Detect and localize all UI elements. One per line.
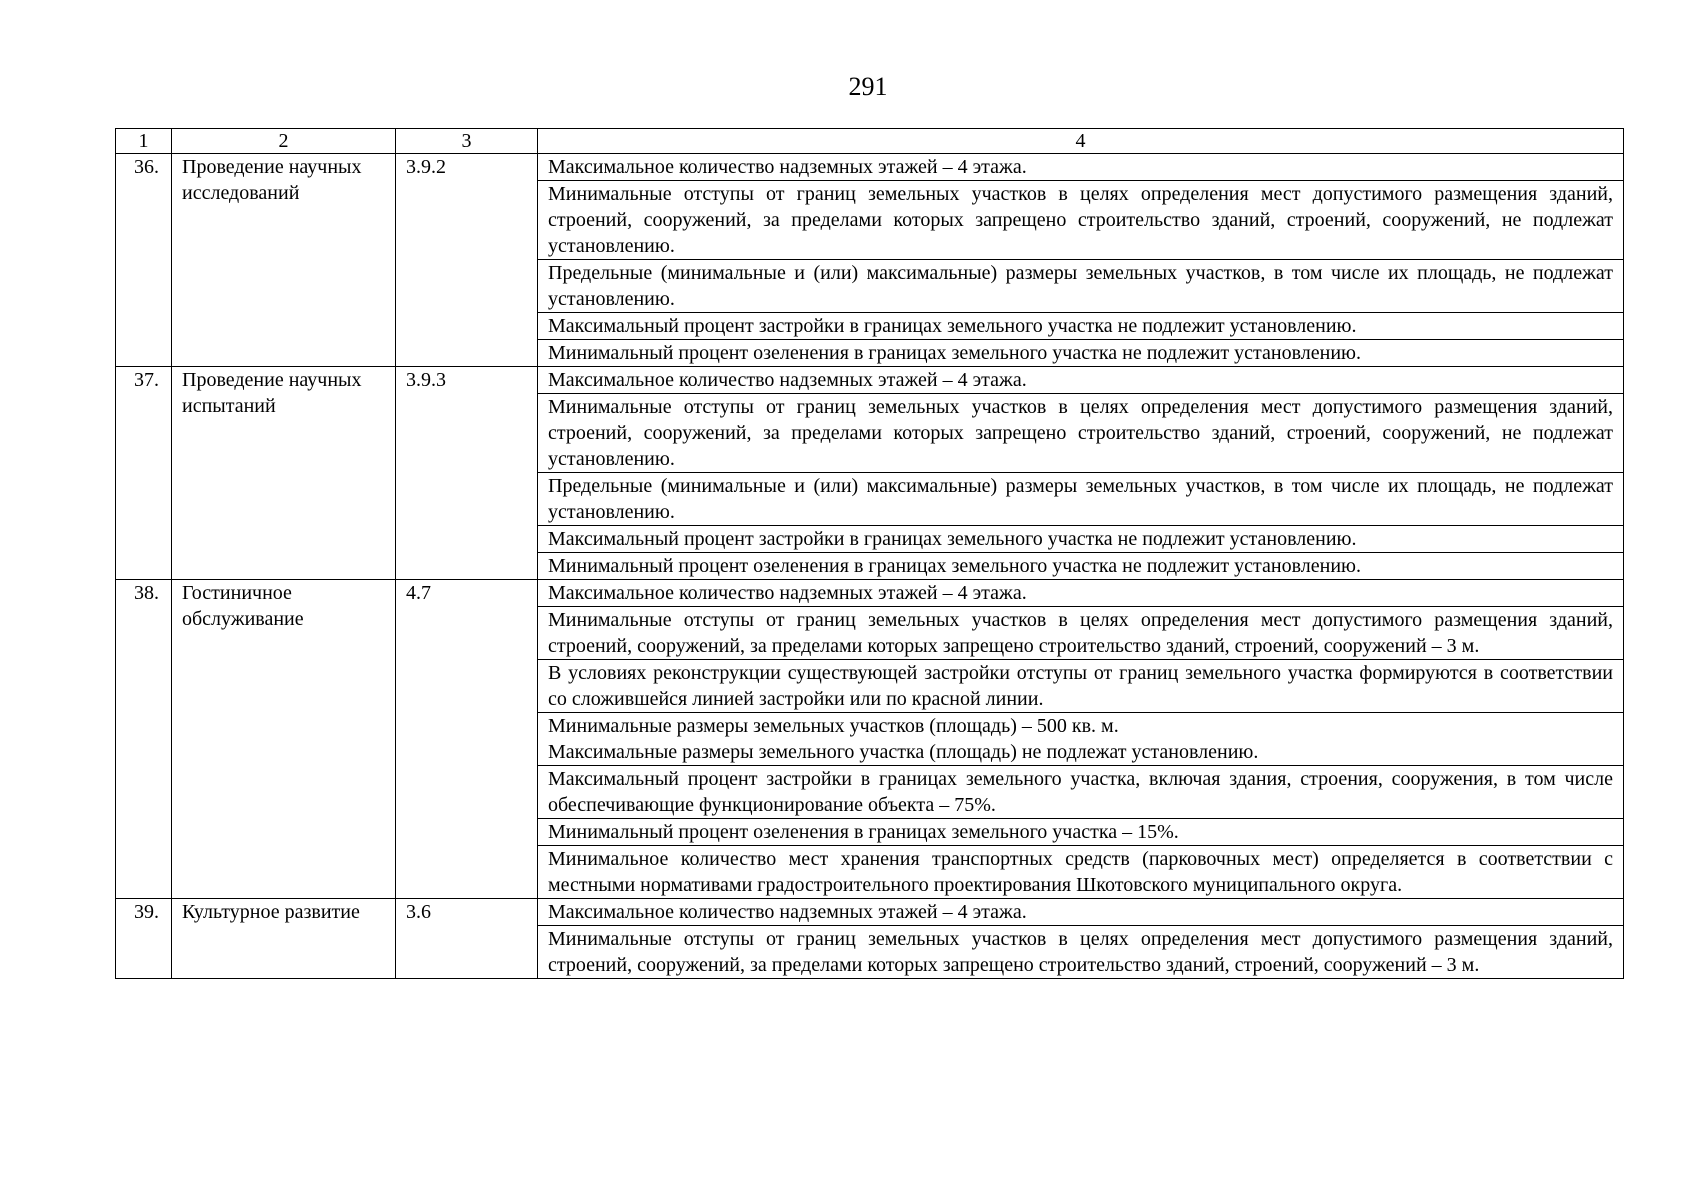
row-number: 39.	[116, 899, 172, 979]
condition-cell: Максимальный процент застройки в границах земельного участка не подлежит установлению.	[538, 313, 1624, 340]
land-use-name: Гостиничное обслуживание	[172, 580, 396, 899]
condition-cell: В условиях реконструкции существующей застройки отступы от границ земельного участка формируются в соответствии со сложившейся линией застройки или по красной линии.	[538, 660, 1624, 713]
header-cell-2: 2	[172, 129, 396, 154]
regulations-table	[115, 128, 1624, 979]
condition-cell: Максимальный процент застройки в границах земельного участка, включая здания, строения, сооружения, в том числе обеспечивающие функционирование объекта – 75%.	[538, 766, 1624, 819]
condition-cell: Максимальный процент застройки в границах земельного участка не подлежит установлению.	[538, 526, 1624, 553]
condition-cell: Минимальные отступы от границ земельных участков в целях определения мест допустимого размещения зданий, строений, сооружений, за пределами которых запрещено строительство зданий, строений, сооружений – 3 м.	[538, 926, 1624, 979]
row-number: 37.	[116, 367, 172, 580]
row-number: 38.	[116, 580, 172, 899]
land-use-code: 3.6	[396, 899, 538, 979]
condition-cell: Предельные (минимальные и (или) максимальные) размеры земельных участков, в том числе их площадь, не подлежат установлению.	[538, 473, 1624, 526]
header-cell-3: 3	[396, 129, 538, 154]
condition-cell: Минимальные отступы от границ земельных участков в целях определения мест допустимого размещения зданий, строений, сооружений, за пределами которых запрещено строительство зданий, строений, сооружений, не подлежат установлению.	[538, 394, 1624, 473]
condition-cell: Максимальное количество надземных этажей – 4 этажа.	[538, 580, 1624, 607]
table-row	[116, 367, 1624, 394]
header-cell-1: 1	[116, 129, 172, 154]
condition-cell: Минимальный процент озеленения в границах земельного участка – 15%.	[538, 819, 1624, 846]
table-body	[116, 129, 1624, 979]
header-row	[116, 129, 1624, 154]
land-use-name: Проведение научных испытаний	[172, 367, 396, 580]
condition-cell: Максимальное количество надземных этажей – 4 этажа.	[538, 899, 1624, 926]
land-use-name: Проведение научных исследований	[172, 154, 396, 367]
row-number: 36.	[116, 154, 172, 367]
condition-cell: Максимальное количество надземных этажей – 4 этажа.	[538, 367, 1624, 394]
condition-cell: Минимальные отступы от границ земельных участков в целях определения мест допустимого размещения зданий, строений, сооружений, за пределами которых запрещено строительство зданий, строений, сооружений, не подлежат установлению.	[538, 181, 1624, 260]
table-row	[116, 580, 1624, 607]
header-cell-4: 4	[538, 129, 1624, 154]
land-use-code: 3.9.2	[396, 154, 538, 367]
page-number: 291	[848, 72, 888, 101]
condition-cell: Минимальное количество мест хранения транспортных средств (парковочных мест) определяется в соответствии с местными нормативами градостроительного проектирования Шкотовского муниципального округа.	[538, 846, 1624, 899]
condition-cell: Минимальные размеры земельных участков (площадь) – 500 кв. м. Максимальные размеры земельного участка (площадь) не подлежат установлению.	[538, 713, 1624, 766]
land-use-code: 3.9.3	[396, 367, 538, 580]
condition-cell: Минимальные отступы от границ земельных участков в целях определения мест допустимого размещения зданий, строений, сооружений, за пределами которых запрещено строительство зданий, строений, сооружений – 3 м.	[538, 607, 1624, 660]
condition-cell: Минимальный процент озеленения в границах земельного участка не подлежит установлению.	[538, 553, 1624, 580]
table-row	[116, 154, 1624, 181]
land-use-name: Культурное развитие	[172, 899, 396, 979]
condition-cell: Максимальное количество надземных этажей – 4 этажа.	[538, 154, 1624, 181]
table-row	[116, 899, 1624, 926]
condition-cell: Предельные (минимальные и (или) максимальные) размеры земельных участков, в том числе их площадь, не подлежат установлению.	[538, 260, 1624, 313]
condition-cell: Минимальный процент озеленения в границах земельного участка не подлежит установлению.	[538, 340, 1624, 367]
land-use-code: 4.7	[396, 580, 538, 899]
